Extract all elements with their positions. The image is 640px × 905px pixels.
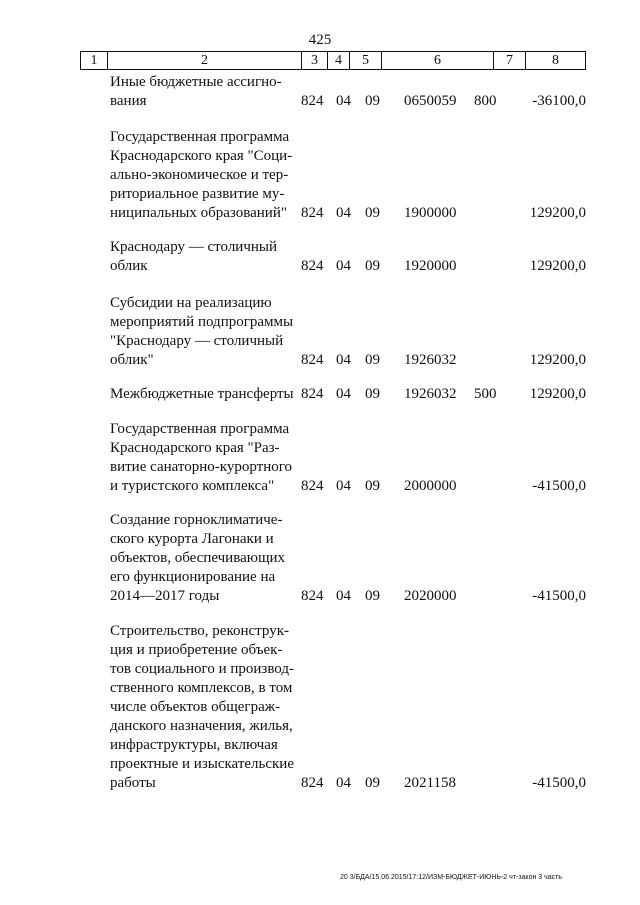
row-code-csr: 2021158 [404,775,456,791]
row-code-gr: 824 [301,588,324,604]
row-code-rz: 04 [336,478,351,494]
row-amount: 129200,0 [529,258,586,274]
col-header-4: 4 [328,52,350,69]
row-code-csr: 2000000 [404,478,457,494]
row-amount: -41500,0 [532,588,586,604]
row-amount: 129200,0 [529,352,586,368]
row-code-pr: 09 [365,588,380,604]
row-code-pr: 09 [365,205,380,221]
col-header-3: 3 [302,52,328,69]
row-name: Иные бюджетные ассигно- вания [110,74,282,109]
row-code-csr: 1920000 [404,258,457,274]
row-code-pr: 09 [365,93,380,109]
row-amount: -41500,0 [532,775,586,791]
row-code-vr: 800 [474,93,497,109]
row-name: Государственная программа Краснодарского края "Соци- ально-экономическое и тер- риториальное развитие му- ниципальных образований" [110,129,293,221]
row-code-rz: 04 [336,93,351,109]
row-amount: -36100,0 [532,93,586,109]
footer-note: 20 3/БДА/15.06.2015/17:12/ИЗМ-БЮДЖЕТ-ИЮНЬ-2 чт-закон 3 часть [340,874,563,881]
row-name: Строительство, реконструк- ция и приобретение объек- тов социального и производ- ственного комплексов, в том числе объектов общеграж- данского назначения, жилья, инфраструктуры, включая проектные и изыскательские работы [110,623,295,791]
row-code-rz: 04 [336,775,351,791]
page-number: 425 [308,32,332,48]
row-amount: 129200,0 [529,205,586,221]
col-header-8: 8 [552,53,559,68]
row-code-csr: 1900000 [404,205,457,221]
col-header-5: 5 [350,52,382,69]
row-code-gr: 824 [301,775,324,791]
row-name: Краснодару — столичный облик [110,239,278,274]
row-name: Государственная программа Краснодарского края "Раз- витие санаторно-курортного и туристского комплекса" [110,421,293,494]
row-code-vr: 500 [474,386,497,402]
row-code-gr: 824 [301,258,324,274]
row-amount: -41500,0 [532,478,586,494]
row-code-rz: 04 [336,386,351,402]
col-header-6: 6 [382,52,494,69]
row-code-gr: 824 [301,478,324,494]
row-name: Субсидии на реализацию мероприятий подпрограммы "Краснодару — столичный облик" [110,295,294,368]
col-header-2: 2 [108,52,302,69]
row-code-rz: 04 [336,588,351,604]
row-code-rz: 04 [336,258,351,274]
row-code-csr: 0650059 [404,93,457,109]
row-code-pr: 09 [365,386,380,402]
row-code-gr: 824 [301,386,324,402]
row-code-pr: 09 [365,258,380,274]
row-code-pr: 09 [365,478,380,494]
col-header-1: 1 [81,52,108,69]
row-code-rz: 04 [336,352,351,368]
col-header-7: 7 [494,52,526,69]
row-code-rz: 04 [336,205,351,221]
row-name: Межбюджетные трансферты [110,386,294,402]
row-code-gr: 824 [301,205,324,221]
row-code-csr: 1926032 [404,386,457,402]
table-header [80,51,586,70]
row-amount: 129200,0 [529,386,586,402]
row-code-pr: 09 [365,352,380,368]
row-name: Создание горноклиматиче- ского курорта Лагонаки и объектов, обеспечивающих его функционирование на 2014—2017 годы [110,512,286,604]
row-code-gr: 824 [301,93,324,109]
row-code-csr: 2020000 [404,588,457,604]
row-code-pr: 09 [365,775,380,791]
row-code-csr: 1926032 [404,352,457,368]
row-code-gr: 824 [301,352,324,368]
